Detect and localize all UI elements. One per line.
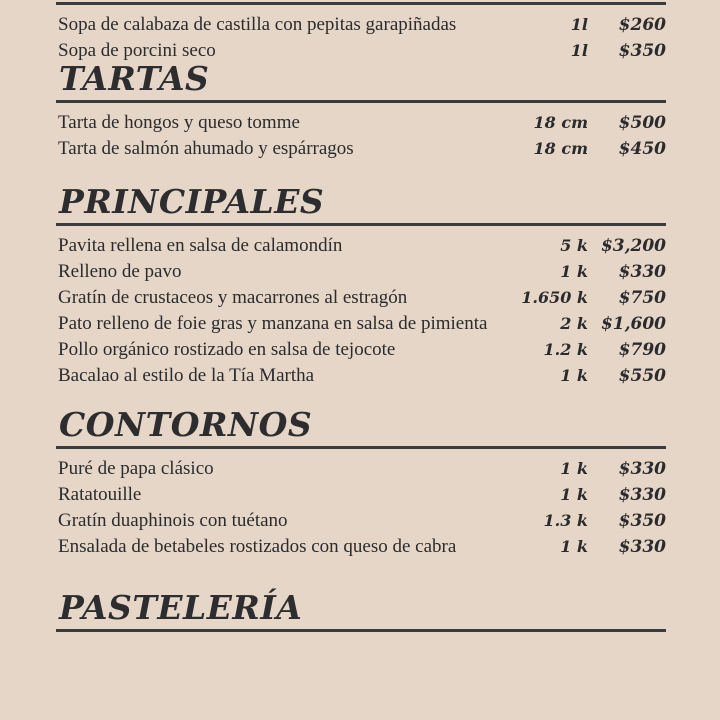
item-name: Gratín de crustaceos y macarrones al estragón: [58, 287, 408, 308]
item-quantity: 1.2 k: [543, 340, 588, 359]
item-name: Pato relleno de foie gras y manzana en salsa de pimienta: [58, 313, 488, 334]
menu-item: [58, 338, 666, 362]
item-name: Sopa de calabaza de castilla con pepitas garapiñadas: [58, 14, 457, 35]
menu-item: [58, 312, 666, 336]
item-name: Puré de papa clásico: [58, 458, 214, 479]
item-quantity: 1 k: [560, 459, 588, 478]
section-divider: [56, 2, 666, 5]
item-name: Bacalao al estilo de la Tía Martha: [58, 365, 315, 386]
item-price: $330: [618, 485, 666, 505]
section-divider: [56, 100, 666, 103]
item-price: $750: [618, 288, 666, 308]
item-quantity: 5 k: [560, 236, 588, 255]
item-quantity: 1 k: [560, 485, 588, 504]
menu-item: [58, 509, 666, 533]
section-title: TARTAS: [59, 59, 210, 98]
menu-page: [56, 0, 666, 640]
menu-item: [58, 137, 666, 161]
item-price: $500: [618, 113, 666, 133]
section-title: PRINCIPALES: [59, 182, 325, 221]
section-sopas: [56, 0, 666, 61]
item-quantity: 1 k: [560, 262, 588, 281]
item-price: $350: [618, 511, 666, 531]
menu-item: [58, 111, 666, 135]
menu-item: [58, 234, 666, 258]
item-quantity: 1 k: [560, 366, 588, 385]
section-contornos: [56, 406, 666, 559]
section-title: CONTORNOS: [59, 405, 313, 444]
menu-item: [58, 13, 666, 37]
section-divider: [56, 446, 666, 449]
menu-item: [58, 364, 666, 388]
menu-item: [58, 286, 666, 310]
menu-item: [58, 535, 666, 559]
item-name: Ratatouille: [58, 484, 142, 505]
item-name: Gratín duaphinois con tuétano: [58, 510, 288, 531]
item-name: Pavita rellena en salsa de calamondín: [58, 235, 343, 256]
item-quantity: 2 k: [560, 314, 588, 333]
section-title: PASTELERÍA: [59, 588, 303, 627]
item-price: $3,200: [600, 236, 666, 256]
item-name: Tarta de salmón ahumado y espárragos: [58, 138, 354, 159]
item-quantity: 1 k: [560, 537, 588, 556]
menu-item: [58, 457, 666, 481]
item-quantity: 1l: [570, 15, 588, 34]
item-price: $550: [618, 366, 666, 386]
item-quantity: 1.3 k: [543, 511, 588, 530]
menu-item: [58, 260, 666, 284]
section-tartas: [56, 60, 666, 161]
item-price: $790: [618, 340, 666, 360]
item-price: $450: [618, 139, 666, 159]
item-price: $330: [618, 262, 666, 282]
section-principales: [56, 183, 666, 388]
item-price: $330: [618, 459, 666, 479]
item-name: Sopa de porcini seco: [58, 40, 216, 61]
item-price: $1,600: [600, 314, 666, 334]
section-pasteleria: [56, 589, 666, 632]
section-divider: [56, 629, 666, 632]
item-name: Pollo orgánico rostizado en salsa de tejocote: [58, 339, 396, 360]
item-quantity: 18 cm: [533, 113, 588, 132]
section-divider: [56, 223, 666, 226]
item-quantity: 1.650 k: [521, 288, 588, 307]
item-name: Relleno de pavo: [58, 261, 182, 282]
item-quantity: 18 cm: [533, 139, 588, 158]
item-name: Tarta de hongos y queso tomme: [58, 112, 300, 133]
item-price: $350: [618, 41, 666, 61]
menu-item: [58, 483, 666, 507]
item-price: $260: [618, 15, 666, 35]
item-price: $330: [618, 537, 666, 557]
item-quantity: 1l: [570, 41, 588, 60]
item-name: Ensalada de betabeles rostizados con queso de cabra: [58, 536, 457, 557]
